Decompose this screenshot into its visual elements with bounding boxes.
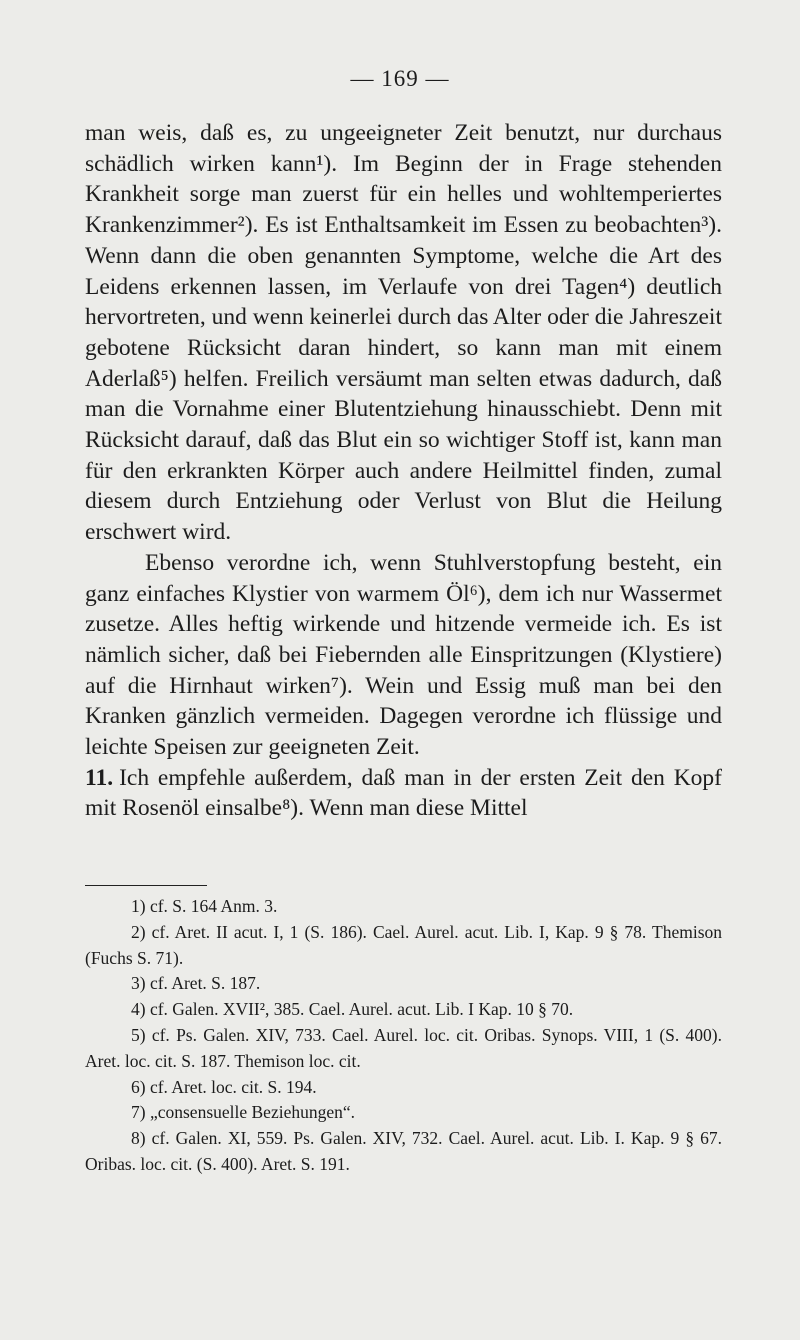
footnote-1: 1) cf. S. 164 Anm. 3.	[131, 896, 278, 916]
footnote-4: 4) cf. Galen. XVII², 385. Cael. Aurel. acut. Lib. I Kap. 10 § 70.	[131, 999, 574, 1020]
footnote-5: 5) cf. Ps. Galen. XIV, 733. Cael. Aurel. loc. cit. Oribas. Synops. VIII, 1 (S. 400). Aret. loc. cit. S. 187. Themison loc. cit.	[85, 1024, 722, 1071]
paragraph-1: man weis, daß es, zu ungeeigneter Zeit benutzt, nur durchaus schädlich wirken kann¹). Im Beginn der in Frage stehenden Krankheit sorge man zuerst für ein helles und wohltemperiertes Krankenzimmer²). Es ist Enthaltsamkeit im Essen zu beobachten³). Wenn dann die oben genannten Symptome, welche die Art des Leidens erkennen lassen, im Verlaufe von drei Tagen⁴) deutlich hervortreten, und wenn keinerlei durch das Alter oder die Jahreszeit gebotene Rücksicht daran hindert, so kann man mit einem Aderlaß⁵) helfen. Freilich versäumt man selten etwas dadurch, daß man die Vornahme einer Blutentziehung hinausschiebt. Denn mit Rücksicht darauf, daß das Blut ein so wichtiger Stoff ist, kann man für den erkrankten Körper auch andere Heilmittel finden, zumal diesem durch Entziehung oder Verlust von Blut die Heilung erschwert wird.	[85, 120, 722, 546]
footnote-2: 2) cf. Aret. II acut. I, 1 (S. 186). Cael. Aurel. acut. Lib. I, Kap. 9 § 78. Themison (Fuchs S. 71).	[85, 921, 722, 968]
footnote-8: 8) cf. Galen. XI, 559. Ps. Galen. XIV, 732. Cael. Aurel. acut. Lib. I. Kap. 9 § 67. Oribas. loc. cit. (S. 400). Aret. S. 191.	[85, 1128, 722, 1174]
footnotes	[85, 894, 722, 1178]
page-number: — 169 —	[350, 66, 450, 91]
footnote-divider	[85, 885, 207, 886]
main-text	[85, 118, 722, 824]
paragraph-2: Ebenso verordne ich, wenn Stuhlverstopfung besteht, ein ganz einfaches Klystier von warmem Öl⁶), dem ich nur Wassermet zusetze. Alles heftig wirkende und hitzende vermeide ich. Es ist nämlich sicher, daß bei Fiebernden alle Einspritzungen (Klystiere) auf die Hirnhaut wirken⁷). Wein und Essig muß man bei den Kranken gänzlich vermeiden. Dagegen verordne ich flüssige und leichte Speisen zur geeigneten Zeit.	[85, 549, 722, 761]
section-number: 11.	[85, 764, 114, 791]
section-11-paragraph	[85, 763, 722, 824]
footnote-7: 7) „consensuelle Beziehungen“.	[131, 1102, 356, 1123]
section-text: Ich empfehle außerdem, daß man in der ersten Zeit den Kopf mit Rosenöl einsalbe⁸). Wenn man diese Mittel	[85, 764, 722, 822]
footnote-6: 6) cf. Aret. loc. cit. S. 194.	[131, 1076, 317, 1097]
footnote-3: 3) cf. Aret. S. 187.	[131, 973, 261, 994]
